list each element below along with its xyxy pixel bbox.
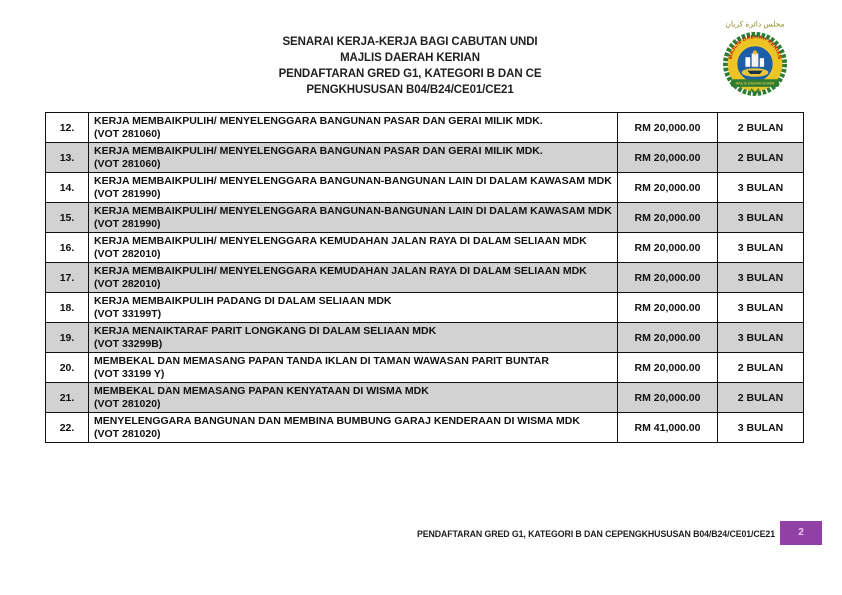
work-description: KERJA MENAIKTARAF PARIT LONGKANG DI DALAM SELIAAN MDK (VOT 33299B): [89, 323, 618, 353]
row-number: 22.: [46, 413, 89, 443]
duration: 2 BULAN: [718, 353, 804, 383]
amount: RM 20,000.00: [618, 113, 718, 143]
header-title-line2: MAJLIS DAERAH KERIAN: [340, 52, 480, 64]
works-table: [45, 112, 804, 443]
amount: RM 41,000.00: [618, 413, 718, 443]
work-description: KERJA MEMBAIKPULIH/ MENYELENGGARA BANGUNAN-BANGUNAN LAIN DI DALAM KAWASAM MDK (VOT 281990): [89, 203, 618, 233]
duration: 3 BULAN: [718, 413, 804, 443]
table-row: [46, 353, 804, 383]
page-number-box: [780, 521, 822, 545]
duration: 2 BULAN: [718, 113, 804, 143]
amount: RM 20,000.00: [618, 353, 718, 383]
row-number: 19.: [46, 323, 89, 353]
work-description: MEMBEKAL DAN MEMASANG PAPAN KENYATAAN DI WISMA MDK (VOT 281020): [89, 383, 618, 413]
header-title-line4: PENGKHUSUSAN B04/B24/CE01/CE21: [306, 84, 514, 96]
table-row: [46, 173, 804, 203]
duration: 3 BULAN: [718, 173, 804, 203]
row-number: 13.: [46, 143, 89, 173]
amount: RM 20,000.00: [618, 173, 718, 203]
work-description: KERJA MEMBAIKPULIH/ MENYELENGGARA KEMUDAHAN JALAN RAYA DI DALAM SELIAAN MDK (VOT 282010): [89, 263, 618, 293]
row-number: 12.: [46, 113, 89, 143]
work-description: KERJA MEMBAIKPULIH/ MENYELENGGARA BANGUNAN PASAR DAN GERAI MILIK MDK. (VOT 281060): [89, 113, 618, 143]
footer-label: PENDAFTARAN GRED G1, KATEGORI B DAN CEPENGKHUSUSAN B04/B24/CE01/CE21: [416, 529, 775, 539]
work-description: KERJA MEMBAIKPULIH/ MENYELENGGARA KEMUDAHAN JALAN RAYA DI DALAM SELIAAN MDK (VOT 282010): [89, 233, 618, 263]
amount: RM 20,000.00: [618, 383, 718, 413]
table-row: [46, 263, 804, 293]
amount: RM 20,000.00: [618, 233, 718, 263]
duration: 3 BULAN: [718, 263, 804, 293]
row-number: 20.: [46, 353, 89, 383]
work-description: KERJA MEMBAIKPULIH/ MENYELENGGARA BANGUNAN-BANGUNAN LAIN DI DALAM KAWASAM MDK (VOT 281990): [89, 173, 618, 203]
duration: 2 BULAN: [718, 383, 804, 413]
work-description: MEMBEKAL DAN MEMASANG PAPAN TANDA IKLAN DI TAMAN WAWASAN PARIT BUNTAR (VOT 33199 Y): [89, 353, 618, 383]
row-number: 15.: [46, 203, 89, 233]
amount: RM 20,000.00: [618, 143, 718, 173]
row-number: 18.: [46, 293, 89, 323]
work-description: MENYELENGGARA BANGUNAN DAN MEMBINA BUMBUNG GARAJ KENDERAAN DI WISMA MDK (VOT 281020): [89, 413, 618, 443]
crest-ring-text: MAJLIS DAERAH KERIAN: [728, 35, 782, 60]
table-row: [46, 293, 804, 323]
row-number: 16.: [46, 233, 89, 263]
row-number: 21.: [46, 383, 89, 413]
duration: 2 BULAN: [718, 143, 804, 173]
amount: RM 20,000.00: [618, 293, 718, 323]
page-number: 2: [798, 527, 804, 538]
duration: 3 BULAN: [718, 203, 804, 233]
table-row: [46, 143, 804, 173]
row-number: 14.: [46, 173, 89, 203]
majlis-daerah-kerian-crest-icon: [712, 16, 798, 108]
duration: 3 BULAN: [718, 233, 804, 263]
work-description: KERJA MEMBAIKPULIH PADANG DI DALAM SELIAAN MDK (VOT 33199T): [89, 293, 618, 323]
header-title-line3: PENDAFTARAN GRED G1, KATEGORI B DAN CE: [278, 68, 542, 80]
table-row: [46, 233, 804, 263]
header-title-line1: SENARAI KERJA-KERJA BAGI CABUTAN UNDI: [282, 36, 538, 48]
duration: 3 BULAN: [718, 323, 804, 353]
duration: 3 BULAN: [718, 293, 804, 323]
table-row: [46, 323, 804, 353]
amount: RM 20,000.00: [618, 263, 718, 293]
table-row: [46, 383, 804, 413]
work-description: KERJA MEMBAIKPULIH/ MENYELENGGARA BANGUNAN PASAR DAN GERAI MILIK MDK. (VOT 281060): [89, 143, 618, 173]
table-row: [46, 413, 804, 443]
amount: RM 20,000.00: [618, 203, 718, 233]
crest-banner-text: MAJLIS DAERAH KERIAN: [735, 81, 775, 86]
row-number: 17.: [46, 263, 89, 293]
table-row: [46, 113, 804, 143]
works-table-body: [46, 113, 804, 443]
amount: RM 20,000.00: [618, 323, 718, 353]
crest-jawi-text: مجلس دائرة كريان: [725, 19, 785, 29]
table-row: [46, 203, 804, 233]
document-header: [0, 34, 820, 98]
